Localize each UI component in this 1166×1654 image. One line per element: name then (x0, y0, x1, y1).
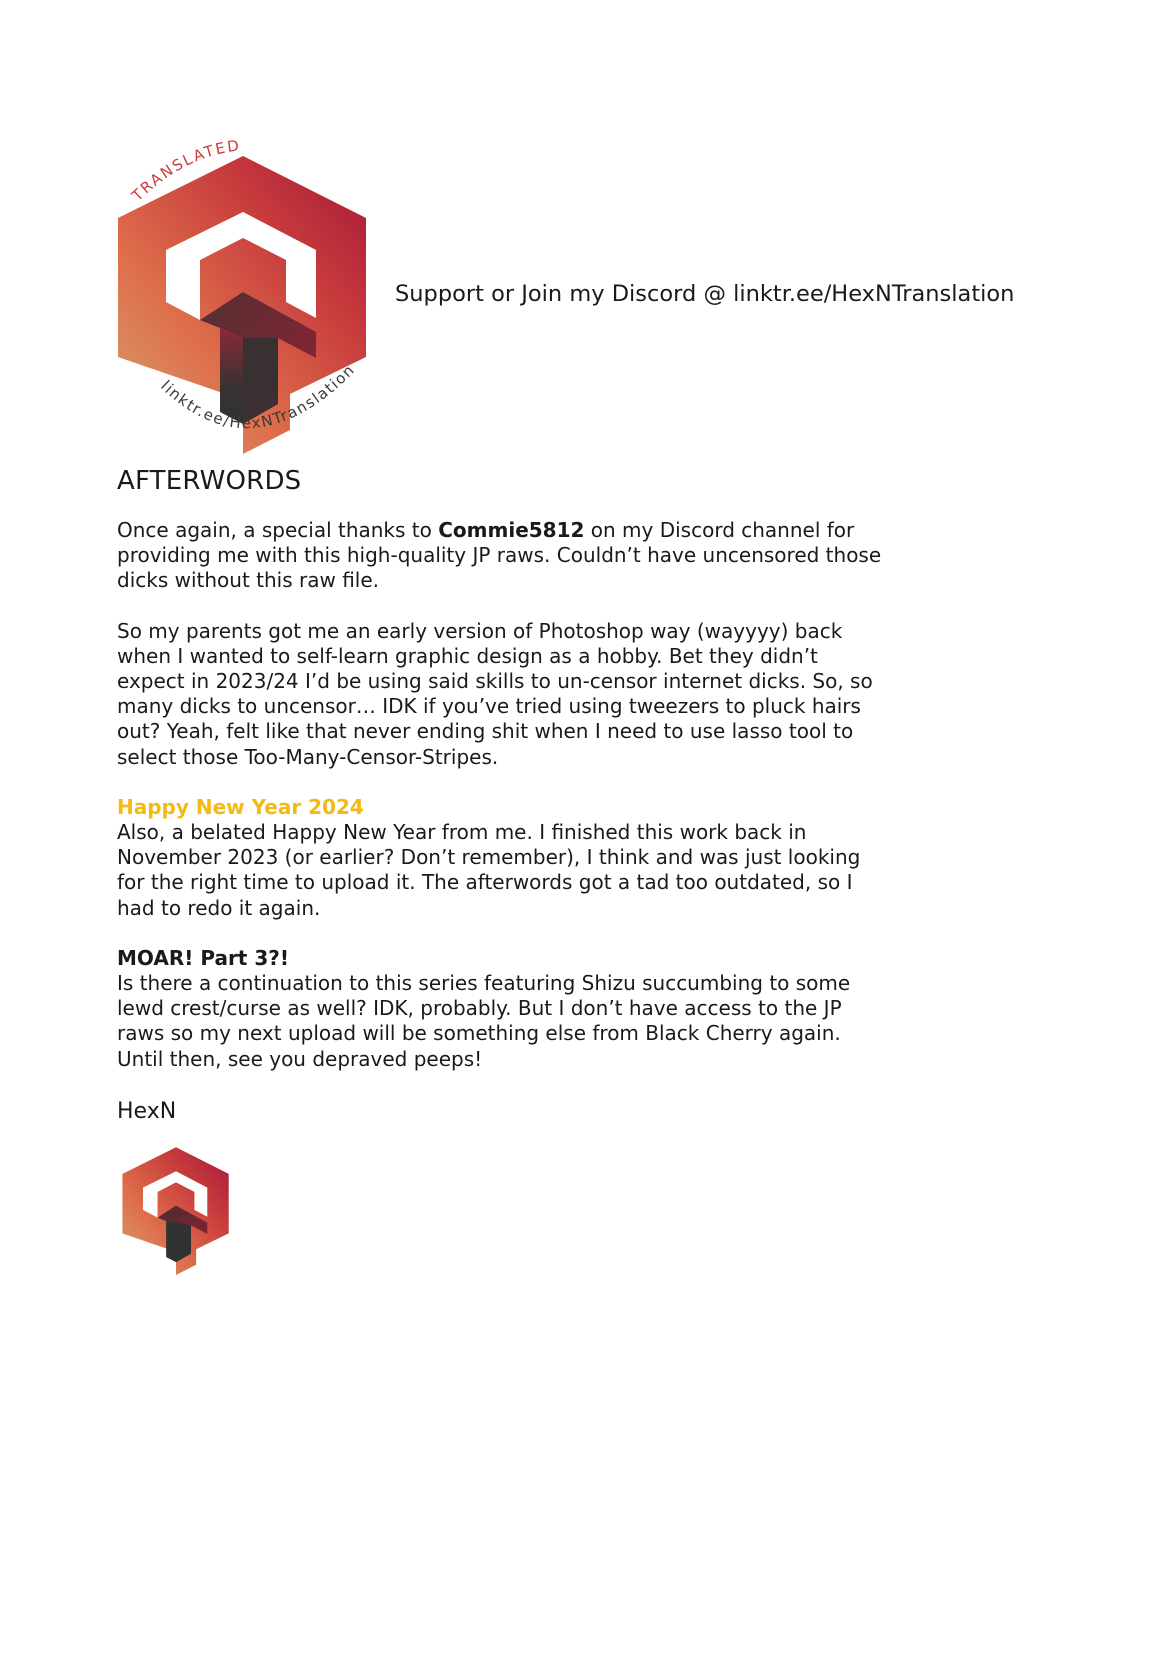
paragraph-thanks (117, 518, 887, 594)
section-part-3 (117, 946, 887, 1072)
section-body-part-3: Is there a continuation to this series featuring Shizu succumbing to some lewd crest/curse as well? IDK, probably. But I don’t have access to the JP raws so my next upload will be something else from Black Cherry again. Until then, see you depraved peeps! (117, 971, 851, 1071)
hexn-logo-small (115, 1137, 237, 1275)
section-body-new-year: Also, a belated Happy New Year from me. I finished this work back in November 2023 (or earlier? Don’t remember), I think and was just looking for the right time to upload it. The afterwords got a tad too outdated, so I had to redo it again. (117, 820, 861, 920)
section-title-part-3: MOAR! Part 3?! (117, 945, 289, 970)
section-new-year (117, 795, 887, 921)
logo-stem (220, 328, 243, 424)
afterwords-content (117, 464, 887, 1127)
page-title: AFTERWORDS (117, 466, 302, 496)
logo-top-arc-text: TRANSLATED (128, 136, 242, 205)
thanks-text-after: on my Discord channel for providing me with this high-quality JP raws. Couldn’t have uncensored those dicks without this raw file. (117, 518, 882, 593)
logo-bottom-arc-text: linktr.ee/HexNTranslation (157, 360, 359, 433)
thanks-text-before: Once again, a special thanks to (117, 518, 439, 542)
hexn-logo-large (108, 132, 378, 454)
hexn-logo-graphic (108, 132, 378, 454)
paragraph-photoshop: So my parents got me an early version of Photoshop way (wayyyy) back when I wanted to self-learn graphic design as a hobby. Bet they didn’t expect in 2023/24 I’d be using said skills to un-censor internet dicks. So, so many dicks to uncensor… IDK if you’ve tried using tweezers to pluck hairs out? Yeah, felt like that never ending shit when I need to use lasso tool to select those Too-Many-Censor-Stripes. (117, 618, 873, 769)
thanks-username: Commie5812 (438, 518, 585, 542)
hexn-logo-small-graphic (115, 1137, 237, 1275)
signature: HexN (117, 1098, 177, 1124)
section-title-new-year: Happy New Year 2024 (117, 794, 364, 819)
support-discord-line: Support or Join my Discord @ linktr.ee/HexNTranslation (395, 281, 1015, 307)
